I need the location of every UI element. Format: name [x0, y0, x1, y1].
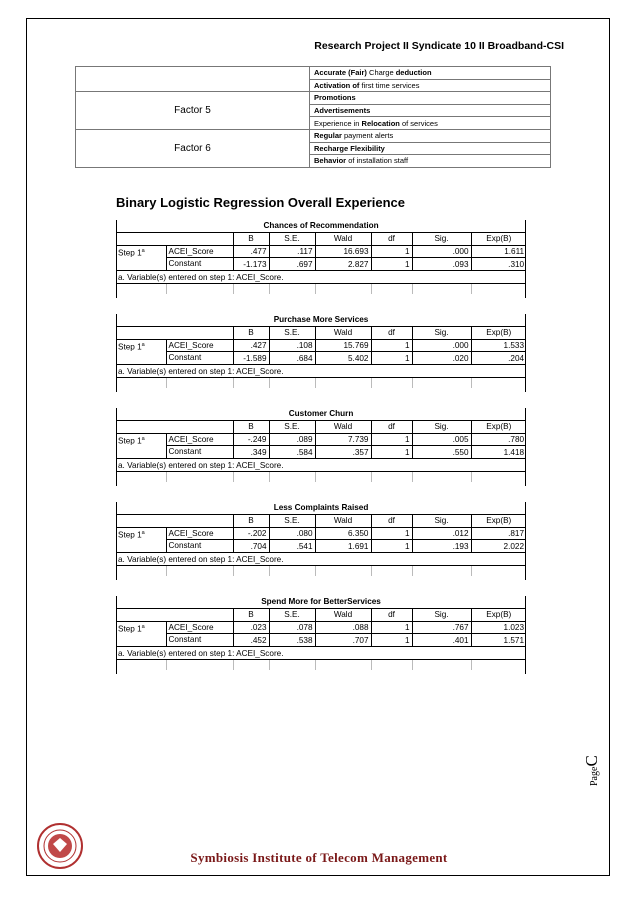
- header-blank: [116, 608, 166, 621]
- gridline-cell: [116, 471, 166, 482]
- table-cell: .000: [412, 245, 471, 258]
- table-cell: 2.827: [315, 258, 371, 271]
- regression-table: [116, 596, 526, 670]
- gridline-cell: [315, 471, 371, 482]
- table-title: Customer Churn: [116, 408, 526, 420]
- gridline-cell: [269, 659, 315, 670]
- variable-name: ACEI_Score: [166, 527, 233, 540]
- table-cell: .357: [315, 446, 371, 459]
- gridline-cell: [269, 283, 315, 294]
- column-header: S.E.: [269, 608, 315, 621]
- table-cell: .108: [269, 339, 315, 352]
- factor-item-text: deduction: [395, 68, 432, 78]
- header-blank: [116, 420, 166, 433]
- header-blank: [116, 514, 166, 527]
- step-superscript: a: [141, 623, 145, 630]
- variable-name: ACEI_Score: [166, 621, 233, 634]
- factor-item-text: payment alerts: [344, 131, 394, 141]
- table-footnote: a. Variable(s) entered on step 1: ACEI_Score.: [116, 271, 526, 284]
- table-cell: .767: [412, 621, 471, 634]
- gridline-cell: [371, 283, 412, 294]
- column-header: Wald: [315, 232, 371, 245]
- table-title: Spend More for BetterServices: [116, 596, 526, 608]
- step-label-text: Step 1: [118, 530, 142, 540]
- factor-item-text: Experience in: [314, 118, 362, 128]
- gridline-cell: [315, 659, 371, 670]
- gridline-cell: [233, 377, 269, 388]
- table-cell: 1: [371, 540, 412, 553]
- column-header: Exp(B): [471, 514, 526, 527]
- gridline-cell: [412, 283, 471, 294]
- gridline-row: [116, 283, 526, 294]
- table-cell: 1: [371, 258, 412, 271]
- factor-item: [310, 92, 551, 105]
- table-row: [116, 433, 526, 446]
- gridline-cell: [166, 283, 233, 294]
- gridline-cell: [315, 377, 371, 388]
- gridline-cell: [412, 471, 471, 482]
- factor-row: [76, 67, 551, 80]
- factor-item-text: Relocation: [361, 118, 402, 128]
- gridline-cell: [412, 565, 471, 576]
- gridline-cell: [471, 659, 526, 670]
- footnote-row: [116, 365, 526, 378]
- factor-item-text: Advertisements: [314, 106, 371, 116]
- factor-item-text: Regular: [314, 131, 345, 141]
- table-cell: .707: [315, 634, 371, 647]
- gridline-cell: [166, 659, 233, 670]
- gridline-cell: [371, 565, 412, 576]
- column-header: B: [233, 514, 269, 527]
- table-cell: 16.693: [315, 245, 371, 258]
- table-header-row: [116, 326, 526, 339]
- table-title-row: [116, 314, 526, 326]
- table-cell: .584: [269, 446, 315, 459]
- table-cell: -1.589: [233, 352, 269, 365]
- header-blank: [166, 514, 233, 527]
- table-cell: -.249: [233, 433, 269, 446]
- variable-name: Constant: [166, 446, 233, 459]
- table-row: [116, 634, 526, 647]
- step-superscript: a: [141, 341, 145, 348]
- table-cell: .088: [315, 621, 371, 634]
- table-row: [116, 339, 526, 352]
- table-cell: .005: [412, 433, 471, 446]
- column-header: B: [233, 420, 269, 433]
- table-cell: 1: [371, 634, 412, 647]
- table-cell: .093: [412, 258, 471, 271]
- page-label-text: Page: [589, 766, 600, 786]
- factor-item: [310, 67, 551, 80]
- table-footnote: a. Variable(s) entered on step 1: ACEI_Score.: [116, 459, 526, 472]
- column-header: B: [233, 326, 269, 339]
- table-cell: .020: [412, 352, 471, 365]
- institute-footer: Symbiosis Institute of Telecom Management: [190, 850, 448, 865]
- header-blank: [116, 232, 166, 245]
- table-header-row: [116, 420, 526, 433]
- factor-item: [310, 117, 551, 130]
- gridline-row: [116, 659, 526, 670]
- table-cell: .704: [233, 540, 269, 553]
- table-title-row: [116, 596, 526, 608]
- factor-item: [310, 79, 551, 92]
- regression-table: [116, 502, 526, 576]
- gridline-cell: [471, 471, 526, 482]
- table-cell: .193: [412, 540, 471, 553]
- table-row: [116, 446, 526, 459]
- gridline-cell: [269, 565, 315, 576]
- gridline-cell: [116, 659, 166, 670]
- column-header: Exp(B): [471, 326, 526, 339]
- header-blank: [166, 608, 233, 621]
- table-cell: 1: [371, 339, 412, 352]
- table-cell: 1: [371, 527, 412, 540]
- table-cell: -.202: [233, 527, 269, 540]
- table-cell: 1.533: [471, 339, 526, 352]
- column-header: df: [371, 326, 412, 339]
- table-header-row: [116, 232, 526, 245]
- table-footnote: a. Variable(s) entered on step 1: ACEI_Score.: [116, 647, 526, 660]
- step-superscript: a: [141, 247, 145, 254]
- step-label: [116, 621, 166, 647]
- table-cell: .310: [471, 258, 526, 271]
- column-header: df: [371, 608, 412, 621]
- table-cell: 1: [371, 433, 412, 446]
- table-cell: .452: [233, 634, 269, 647]
- column-header: S.E.: [269, 232, 315, 245]
- column-header: Wald: [315, 420, 371, 433]
- table-cell: 1: [371, 245, 412, 258]
- page-number-label: [582, 736, 622, 786]
- step-label-text: Step 1: [118, 624, 142, 634]
- table-cell: 1.418: [471, 446, 526, 459]
- table-cell: .817: [471, 527, 526, 540]
- gridline-cell: [269, 377, 315, 388]
- factor-item: [310, 155, 551, 168]
- column-header: Exp(B): [471, 232, 526, 245]
- table-cell: 1: [371, 446, 412, 459]
- table-cell: 5.402: [315, 352, 371, 365]
- table-title-row: [116, 220, 526, 232]
- table-cell: .078: [269, 621, 315, 634]
- header-blank: [166, 420, 233, 433]
- factor-item-text: of installation staff: [348, 156, 409, 166]
- section-title: Binary Logistic Regression Overall Experience: [116, 195, 406, 210]
- table-cell: .697: [269, 258, 315, 271]
- gridline-cell: [166, 565, 233, 576]
- gridline-cell: [471, 565, 526, 576]
- table-cell: .427: [233, 339, 269, 352]
- table-cell: 1: [371, 621, 412, 634]
- factor-label: Factor 6: [76, 129, 310, 167]
- variable-name: ACEI_Score: [166, 245, 233, 258]
- table-cell: .204: [471, 352, 526, 365]
- gridline-cell: [233, 471, 269, 482]
- gridline-cell: [233, 565, 269, 576]
- table-cell: .550: [412, 446, 471, 459]
- table-cell: 7.739: [315, 433, 371, 446]
- variable-name: ACEI_Score: [166, 433, 233, 446]
- table-footnote: a. Variable(s) entered on step 1: ACEI_Score.: [116, 365, 526, 378]
- table-cell: 1: [371, 352, 412, 365]
- regression-table: [116, 314, 526, 388]
- column-header: df: [371, 232, 412, 245]
- factor-row: [76, 92, 551, 105]
- page-number: C: [582, 755, 601, 767]
- gridline-cell: [166, 377, 233, 388]
- gridline-cell: [233, 283, 269, 294]
- variable-name: ACEI_Score: [166, 339, 233, 352]
- table-cell: .684: [269, 352, 315, 365]
- table-cell: 1.023: [471, 621, 526, 634]
- column-header: S.E.: [269, 514, 315, 527]
- step-superscript: a: [141, 529, 145, 536]
- table-row: [116, 352, 526, 365]
- table-row: [116, 621, 526, 634]
- factor-table: [75, 66, 551, 168]
- table-cell: .117: [269, 245, 315, 258]
- column-header: Sig.: [412, 326, 471, 339]
- table-cell: .541: [269, 540, 315, 553]
- column-header: Wald: [315, 514, 371, 527]
- table-cell: .538: [269, 634, 315, 647]
- page-header: Research Project II Syndicate 10 II Broadband-CSI: [314, 40, 564, 52]
- step-label: [116, 245, 166, 271]
- table-row: [116, 540, 526, 553]
- step-label: [116, 339, 166, 365]
- table-cell: 6.350: [315, 527, 371, 540]
- factor-item: [310, 104, 551, 117]
- regression-table: [116, 220, 526, 294]
- factor-item-text: Promotions: [314, 93, 356, 103]
- step-superscript: a: [141, 435, 145, 442]
- gridline-cell: [471, 377, 526, 388]
- gridline-cell: [412, 377, 471, 388]
- step-label-text: Step 1: [118, 342, 142, 352]
- table-footnote: a. Variable(s) entered on step 1: ACEI_Score.: [116, 553, 526, 566]
- table-header-row: [116, 514, 526, 527]
- table-row: [116, 258, 526, 271]
- table-cell: .000: [412, 339, 471, 352]
- table-title: Less Complaints Raised: [116, 502, 526, 514]
- table-cell: .080: [269, 527, 315, 540]
- column-header: df: [371, 420, 412, 433]
- table-cell: .477: [233, 245, 269, 258]
- footnote-row: [116, 553, 526, 566]
- footnote-row: [116, 647, 526, 660]
- gridline-cell: [116, 283, 166, 294]
- table-header-row: [116, 608, 526, 621]
- step-label: [116, 527, 166, 553]
- variable-name: Constant: [166, 634, 233, 647]
- variable-name: Constant: [166, 540, 233, 553]
- table-cell: 1.571: [471, 634, 526, 647]
- factor-item-text: Charge: [369, 68, 396, 78]
- gridline-cell: [116, 377, 166, 388]
- table-title: Chances of Recommendation: [116, 220, 526, 232]
- column-header: B: [233, 232, 269, 245]
- table-cell: .012: [412, 527, 471, 540]
- header-blank: [116, 326, 166, 339]
- column-header: S.E.: [269, 420, 315, 433]
- column-header: B: [233, 608, 269, 621]
- factor-label: Factor 5: [76, 92, 310, 130]
- factor-item-text: Behavior: [314, 156, 349, 166]
- step-label-text: Step 1: [118, 436, 142, 446]
- gridline-cell: [371, 659, 412, 670]
- gridline-cell: [371, 377, 412, 388]
- gridline-row: [116, 377, 526, 388]
- column-header: S.E.: [269, 326, 315, 339]
- table-row: [116, 527, 526, 540]
- variable-name: Constant: [166, 258, 233, 271]
- header-blank: [166, 326, 233, 339]
- column-header: Wald: [315, 326, 371, 339]
- header-blank: [166, 232, 233, 245]
- factor-item-text: Accurate (Fair): [314, 68, 370, 78]
- gridline-cell: [315, 565, 371, 576]
- table-cell: .349: [233, 446, 269, 459]
- gridline-cell: [166, 471, 233, 482]
- table-cell: 1.611: [471, 245, 526, 258]
- step-label: [116, 433, 166, 459]
- gridline-cell: [471, 283, 526, 294]
- footnote-row: [116, 271, 526, 284]
- table-cell: .780: [471, 433, 526, 446]
- factor-row: [76, 129, 551, 142]
- column-header: df: [371, 514, 412, 527]
- factor-item-text: Activation of: [314, 80, 362, 90]
- gridline-row: [116, 565, 526, 576]
- table-title: Purchase More Services: [116, 314, 526, 326]
- step-label-text: Step 1: [118, 248, 142, 258]
- table-cell: .089: [269, 433, 315, 446]
- factor-empty-cell: [76, 67, 310, 92]
- table-title-row: [116, 408, 526, 420]
- factor-item: [310, 142, 551, 155]
- column-header: Exp(B): [471, 420, 526, 433]
- table-cell: 15.769: [315, 339, 371, 352]
- table-cell: -1.173: [233, 258, 269, 271]
- column-header: Wald: [315, 608, 371, 621]
- gridline-cell: [412, 659, 471, 670]
- regression-table: [116, 408, 526, 482]
- gridline-cell: [371, 471, 412, 482]
- factor-item-text: Recharge Flexibility: [314, 143, 385, 153]
- factor-item-text: of services: [401, 118, 438, 128]
- footnote-row: [116, 459, 526, 472]
- gridline-row: [116, 471, 526, 482]
- gridline-cell: [315, 283, 371, 294]
- variable-name: Constant: [166, 352, 233, 365]
- column-header: Exp(B): [471, 608, 526, 621]
- column-header: Sig.: [412, 514, 471, 527]
- table-cell: 1.691: [315, 540, 371, 553]
- table-title-row: [116, 502, 526, 514]
- gridline-cell: [116, 565, 166, 576]
- table-row: [116, 245, 526, 258]
- column-header: Sig.: [412, 420, 471, 433]
- table-cell: .023: [233, 621, 269, 634]
- column-header: Sig.: [412, 232, 471, 245]
- column-header: Sig.: [412, 608, 471, 621]
- table-cell: .401: [412, 634, 471, 647]
- table-cell: 2.022: [471, 540, 526, 553]
- factor-item-text: first time services: [361, 80, 420, 90]
- gridline-cell: [233, 659, 269, 670]
- factor-item: [310, 129, 551, 142]
- gridline-cell: [269, 471, 315, 482]
